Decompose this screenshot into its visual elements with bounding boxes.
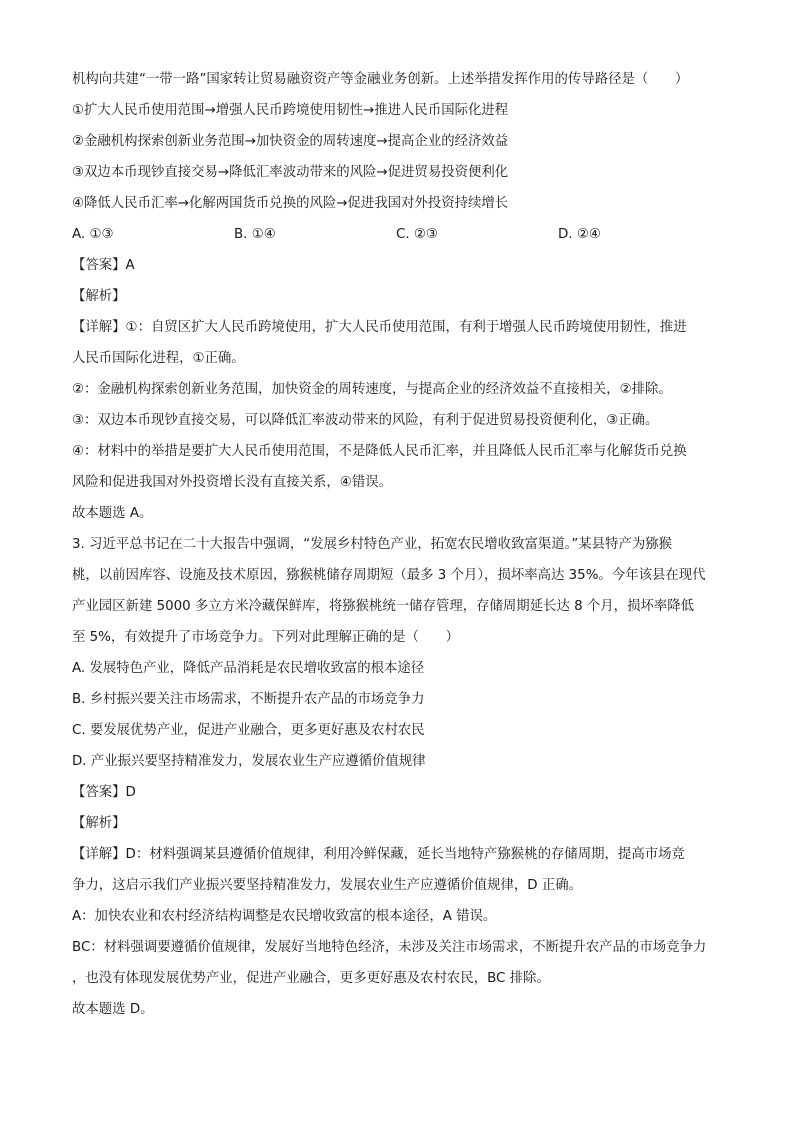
question-2-options xyxy=(72,219,722,250)
question-3-stem-line: 3. 习近平总书记在二十大报告中强调，“发展乡村特色产业，拓宽农民增收致富渠道。”某县特产为猕猴 xyxy=(72,537,673,552)
q3-detail-line: 争力，这启示我们产业振兴要坚持精准发力，发展农业生产应遵循价值规律，D 正确。 xyxy=(72,878,583,893)
question-3-stem-line: 至 5%，有效提升了市场竞争力。下列对此理解正确的是（ ） xyxy=(72,630,460,645)
q3-option-a: A. 发展特色产业，降低产品消耗是农民增收致富的根本途径 xyxy=(72,661,425,676)
question-2-analysis-label: 【解析】 xyxy=(72,289,126,304)
q3-option-c: C. 要发展优势产业，促进产业融合，更多更好惠及农村农民 xyxy=(72,723,425,738)
question-3-answer: 【答案】D xyxy=(72,785,136,800)
statement-2: ②金融机构探索创新业务范围→加快资金的周转速度→提高企业的经济效益 xyxy=(72,134,509,149)
option-a: A. ①③ xyxy=(72,227,114,242)
q2-detail-line: 【详解】①：自贸区扩大人民币跨境使用，扩大人民币使用范围，有利于增强人民币跨境使用韧性，推进 xyxy=(72,320,687,335)
q2-detail-line: 风险和促进我国对外投资增长没有直接关系，④错误。 xyxy=(72,475,392,490)
q3-conclusion: 故本题选 D。 xyxy=(72,1002,154,1017)
q3-option-b: B. 乡村振兴要关注市场需求，不断提升农产品的市场竞争力 xyxy=(72,692,425,707)
question-3-stem-line: 产业园区新建 5000 多立方米冷藏保鲜库，将猕猴桃统一储存管理，存储周期延长达 8 个月，损坏率降低 xyxy=(72,599,695,614)
statement-1: ①扩大人民币使用范围→增强人民币跨境使用韧性→推进人民币国际化进程 xyxy=(72,103,509,118)
q3-option-d: D. 产业振兴要坚持精准发力，发展农业生产应遵循价值规律 xyxy=(72,754,426,769)
q3-detail-line: BC：材料强调要遵循价值规律，发展好当地特色经济，未涉及关注市场需求，不断提升农产品的市场竞争力 xyxy=(72,940,707,955)
question-2-stem: 机构向共建“一带一路”国家转让贸易融资资产等金融业务创新。上述举措发挥作用的传导路径是（ ） xyxy=(72,72,689,87)
statement-3: ③双边本币现钞直接交易→降低汇率波动带来的风险→促进贸易投资便利化 xyxy=(72,165,509,180)
option-c: C. ②③ xyxy=(396,227,438,242)
q3-detail-line: A：加快农业和农村经济结构调整是农民增收致富的根本途径，A 错误。 xyxy=(72,909,497,924)
question-3-stem-line: 桃，以前因库容、设施及技术原因，猕猴桃储存周期短（最多 3 个月），损坏率高达 35%。今年该县在现代 xyxy=(72,568,706,583)
q3-detail-line: 【详解】D：材料强调某县遵循价值规律，利用冷鲜保藏，延长当地特产猕猴桃的存储周期，提高市场竞 xyxy=(72,847,685,862)
q3-detail-line: ，也没有体现发展优势产业，促进产业融合，更多更好惠及农村农民，BC 排除。 xyxy=(72,971,550,986)
q2-conclusion: 故本题选 A。 xyxy=(72,506,153,521)
q2-detail-line: ②：金融机构探索创新业务范围，加快资金的周转速度，与提高企业的经济效益不直接相关，②排除。 xyxy=(72,382,672,397)
option-b: B. ①④ xyxy=(234,227,276,242)
q2-detail-line: ③：双边本币现钞直接交易，可以降低汇率波动带来的风险，有利于促进贸易投资便利化，③正确。 xyxy=(72,413,659,428)
statement-4: ④降低人民币汇率→化解两国货币兑换的风险→促进我国对外投资持续增长 xyxy=(72,196,509,211)
q2-detail-line: 人民币国际化进程，①正确。 xyxy=(72,351,245,366)
option-d: D. ②④ xyxy=(558,227,601,242)
document-page xyxy=(72,64,722,1025)
question-3-analysis-label: 【解析】 xyxy=(72,816,126,831)
q2-detail-line: ④：材料中的举措是要扩大人民币使用范围，不是降低人民币汇率，并且降低人民币汇率与化解货币兑换 xyxy=(72,444,687,459)
question-2-answer: 【答案】A xyxy=(72,258,135,273)
